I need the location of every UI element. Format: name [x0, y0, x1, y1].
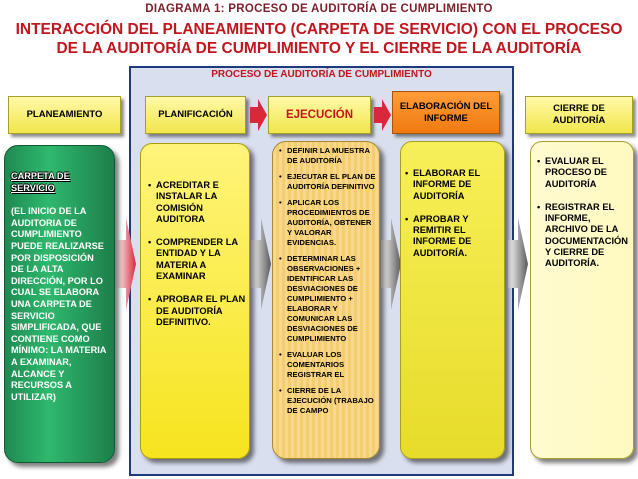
main-title-line1: INTERACCIÓN DEL PLANEAMIENTO (CARPETA DE SERVICIO) CON EL PROCESO: [15, 21, 623, 38]
stage-cierre: CIERRE DE AUDITORÍA: [525, 96, 633, 134]
planificacion-item: • APROBAR EL PLAN DE AUDITORÍA DEFINITIVO.: [156, 294, 246, 328]
planificacion-list: [156, 180, 246, 340]
ejecucion-item: • DEFINIR LA MUESTRA DE AUDITORÍA: [287, 146, 377, 166]
stage-ejecucion: EJECUCIÓN: [268, 96, 371, 134]
panel-cierre: [530, 141, 634, 459]
panel-elaboracion: [400, 141, 505, 459]
panel-ejecucion: [272, 141, 380, 459]
carpeta-heading: CARPETA DE SERVICIO: [11, 171, 70, 193]
flow-arrow-planificacion: [251, 218, 271, 310]
panel-planeamiento: [4, 145, 115, 463]
planificacion-item: • ACREDITAR E INSTALAR LA COMISIÓN AUDITORA: [156, 180, 246, 225]
cierre-item: • EVALUAR EL PROCESO DE AUDITORÍA: [545, 156, 633, 190]
ejecucion-list: [287, 146, 377, 422]
diagram-title: DIAGRAMA 1: PROCESO DE AUDITORÍA DE CUMPLIMIENTO: [145, 3, 493, 15]
flow-arrow-ejecucion: [381, 218, 401, 310]
stage-planificacion: PLANIFICACIÓN: [145, 96, 246, 134]
ejecucion-item: • EJECUTAR EL PLAN DE AUDITORÍA DEFINITIVO: [287, 172, 377, 192]
ejecucion-item: • DETERMINAR LAS OBSERVACIONES + IDENTIFICAR LAS DESVIACIONES DE CUMPLIMIENTO + ELABORAR Y COMUNICAR LAS DESVIACIONES DE CUMPLIMIENTO: [287, 254, 377, 344]
stage-arrow-2: [374, 99, 392, 131]
main-title-line2: DE LA AUDITORÍA DE CUMPLIMIENTO Y EL CIERRE DE LA AUDITORÍA: [56, 40, 582, 57]
cierre-item: • REGISTRAR EL INFORME, ARCHIVO DE LA DOCUMENTACIÓN Y CIERRE DE AUDITORÍA.: [545, 202, 633, 270]
carpeta-body: (EL INICIO DE LA AUDITORIA DE CUMPLIMIENTO PUEDE REALIZARSE POR DISPOSICIÓN DE LA ALTA DIRECCIÓN, POR LO CUAL SE ELABORA UNA CARPETA DE SERVICIO SIMPLIFICADA, QUE CONTIENE COMO MÍNIMO: LA MATERIA A EXAMINAR, ALCANCE Y RECURSOS A UTILIZAR): [11, 206, 107, 402]
elaboracion-list: [413, 168, 503, 271]
elaboracion-item: • ELABORAR EL INFORME DE AUDITORÍA: [413, 168, 503, 202]
ejecucion-item: • EVALUAR LOS COMENTARIOS REGISTRAR EL: [287, 350, 377, 380]
flow-arrow-elaboracion: [508, 218, 528, 310]
ejecucion-item: • CIERRE DE LA EJECUCIÓN (TRABAJO DE CAMPO: [287, 386, 377, 416]
elaboracion-item: • APROBAR Y REMITIR EL INFORME DE AUDITORÍA.: [413, 214, 503, 259]
stage-arrow-1: [250, 99, 268, 131]
process-title: PROCESO DE AUDITORÍA DE CUMPLIMIENTO: [211, 69, 432, 80]
planificacion-item: • COMPRENDER LA ENTIDAD Y LA MATERIA A EXAMINAR: [156, 237, 246, 282]
stage-elaboracion: ELABORACIÓN DEL INFORME: [392, 91, 500, 134]
panel-planificacion: [140, 143, 250, 459]
main-title: [4, 20, 634, 58]
cierre-list: [545, 156, 633, 282]
flow-arrow-planeamiento: [116, 218, 136, 310]
stage-planeamiento: PLANEAMIENTO: [8, 96, 121, 134]
ejecucion-item: • APLICAR LOS PROCEDIMIENTOS DE AUDITORÍA, OBTENER Y VALORAR EVIDENCIAS.: [287, 198, 377, 248]
